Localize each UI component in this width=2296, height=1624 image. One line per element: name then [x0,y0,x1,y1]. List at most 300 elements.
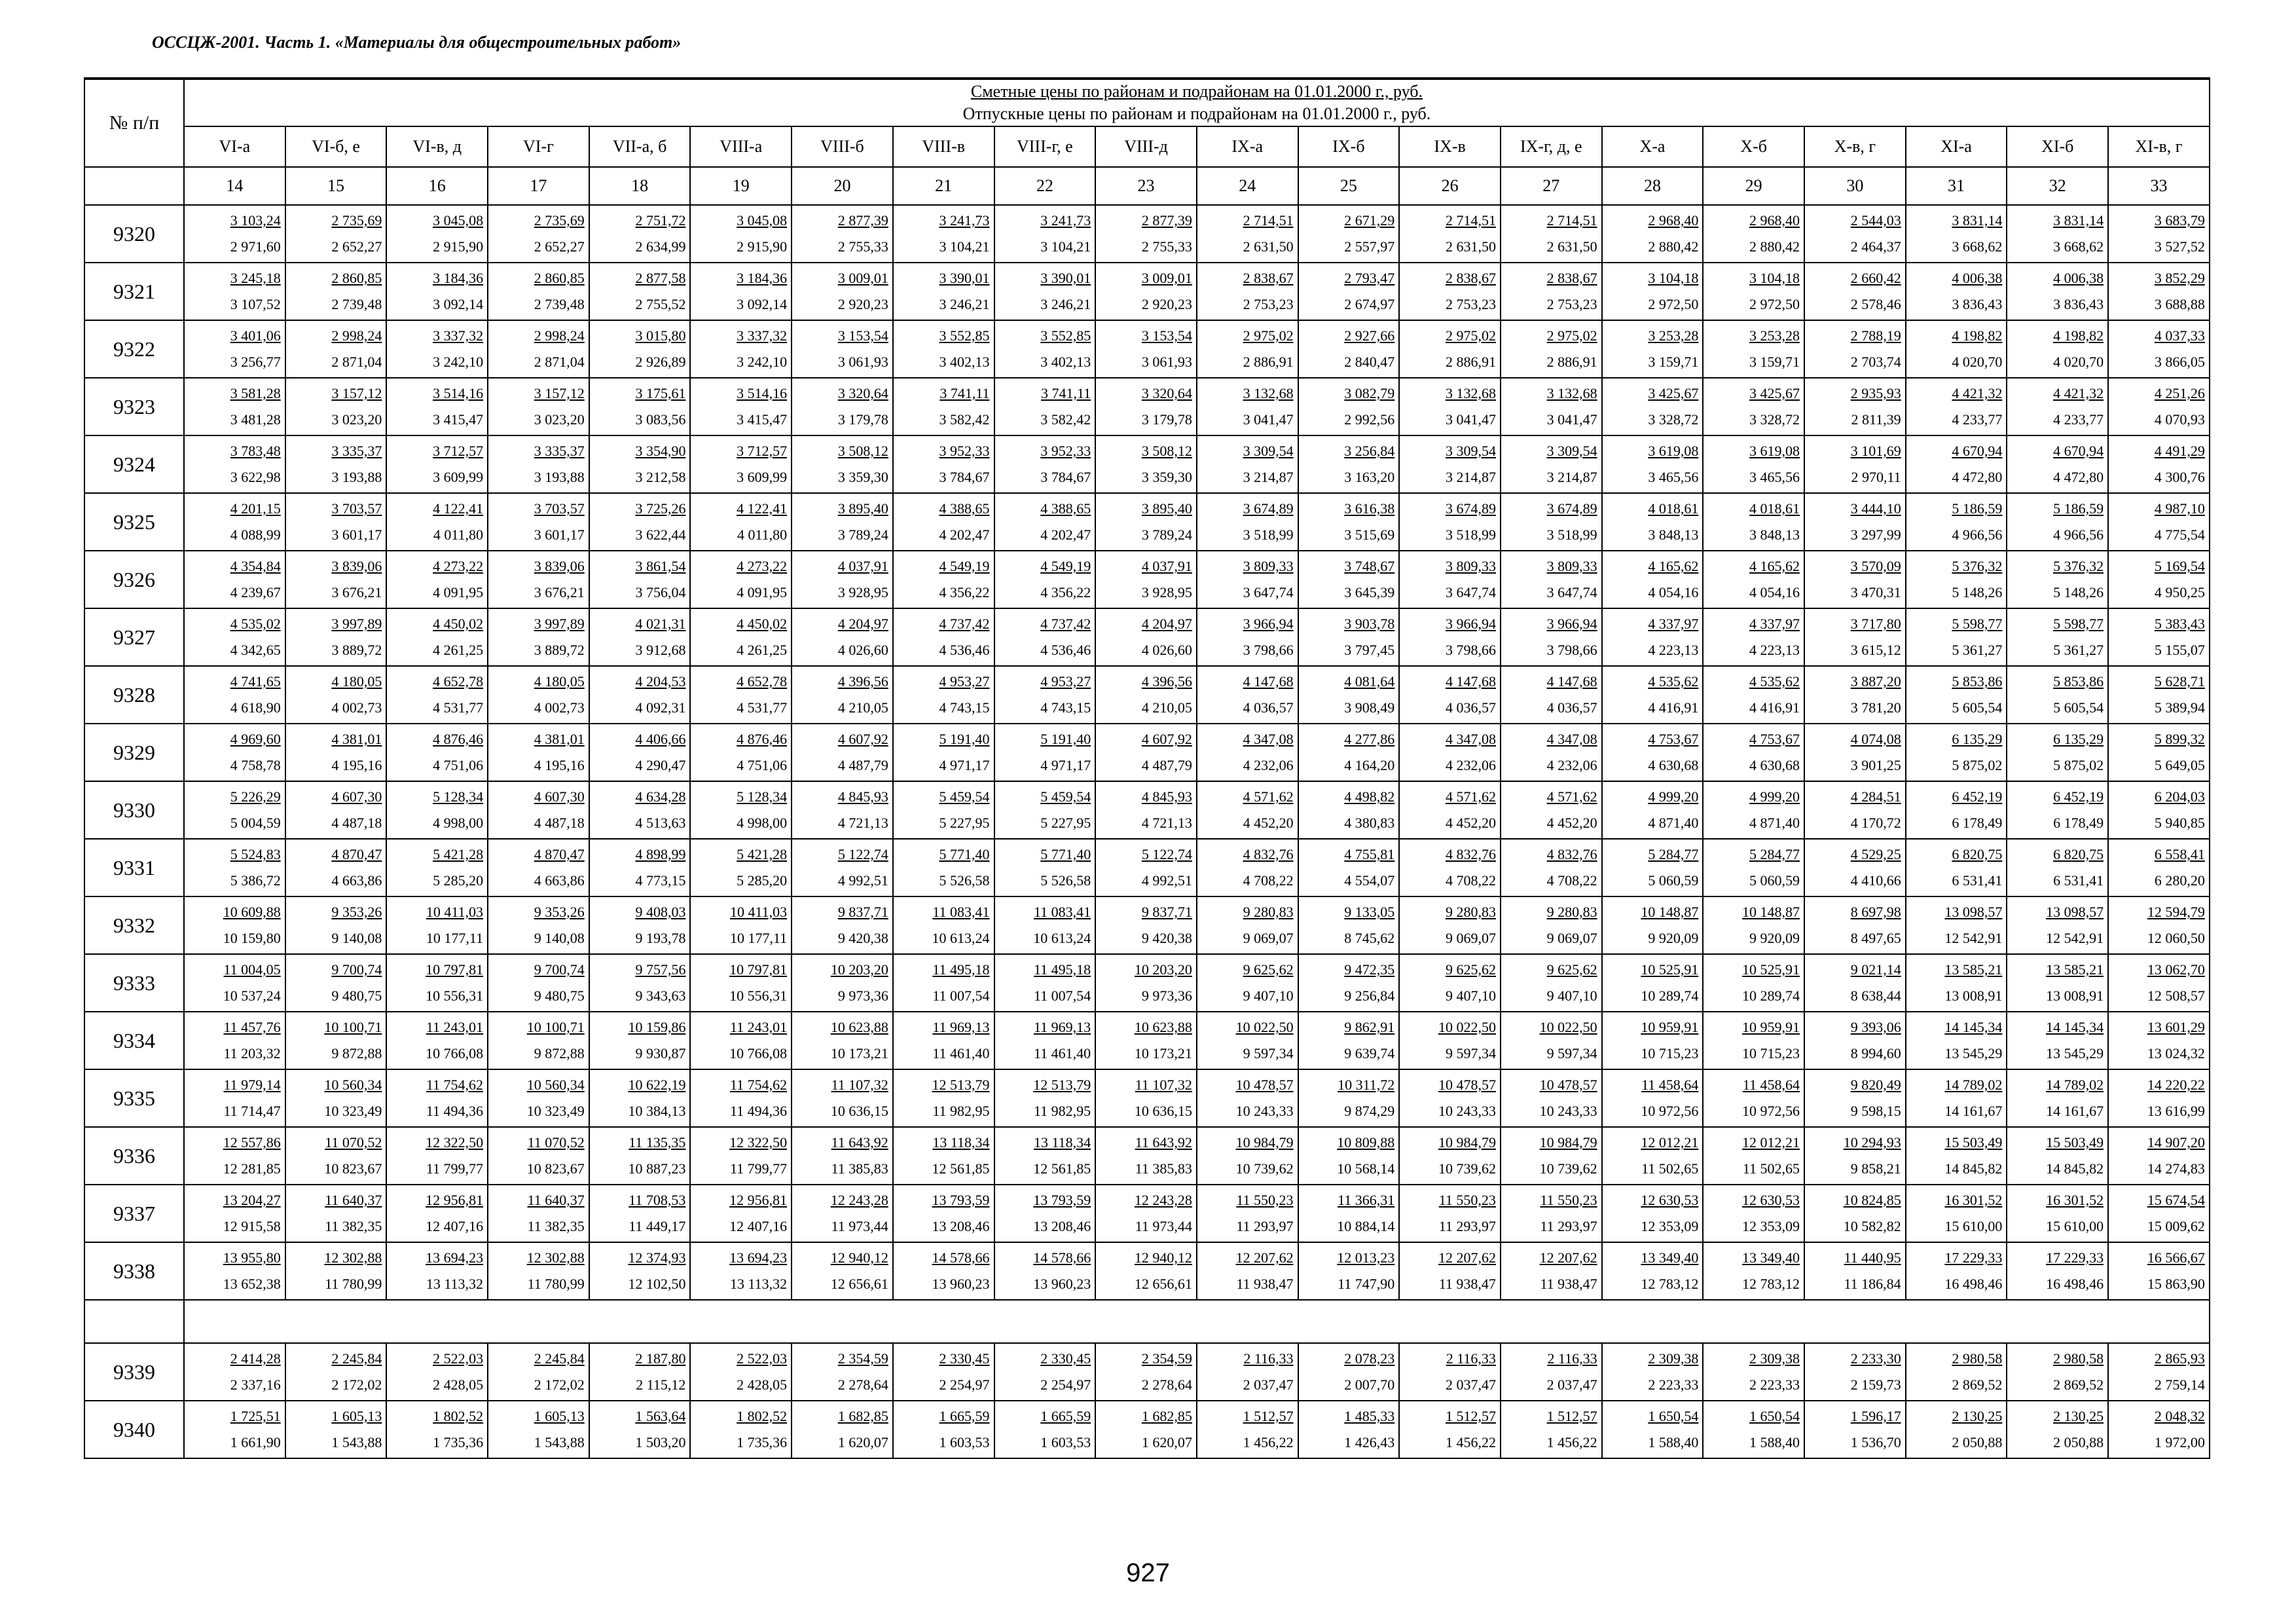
item-number: 9335 [84,1069,184,1127]
release-price: 5 060,59 [1749,872,1800,889]
release-price: 1 972,00 [2154,1434,2205,1450]
price-cell [1703,1127,1804,1185]
estimated-price: 3 104,18 [1648,270,1699,286]
price-cell [994,608,1096,666]
price-cell [488,378,589,435]
price-cell [589,378,691,435]
price-cell [1906,1242,2007,1300]
estimated-price: 3 839,06 [534,558,585,574]
release-price: 9 930,87 [635,1045,686,1061]
price-cell [893,205,994,263]
price-cell [1095,1127,1197,1185]
release-price: 3 212,58 [635,469,686,485]
release-price: 11 203,32 [223,1045,281,1061]
release-price: 4 416,91 [1648,699,1699,716]
price-cell [1298,1242,1400,1300]
release-price: 4 487,79 [1141,757,1192,773]
price-cell [589,1343,691,1401]
release-price: 3 901,25 [1850,757,1901,773]
release-price: 4 758,78 [230,757,281,773]
estimated-price: 11 440,95 [1844,1249,1901,1266]
price-cell [285,1242,387,1300]
release-price: 14 274,83 [2147,1160,2205,1177]
item-number: 9320 [84,205,184,263]
price-cell [184,781,285,839]
estimated-price: 4 607,92 [1141,731,1192,747]
item-number: 9337 [84,1185,184,1242]
price-cell [488,1401,589,1458]
release-price: 1 456,22 [1546,1434,1597,1450]
estimated-price: 4 074,08 [1850,731,1901,747]
release-price: 12 656,61 [830,1276,888,1292]
price-cell [994,839,1096,896]
price-cell [1804,608,1906,666]
estimated-price: 2 714,51 [1243,212,1294,229]
estimated-price: 1 802,52 [433,1408,484,1424]
release-price: 10 537,24 [223,987,281,1004]
price-cell [589,608,691,666]
release-price: 3 359,30 [837,469,888,485]
price-cell [690,1069,792,1127]
estimated-price: 17 229,33 [1944,1249,2003,1266]
table-row [84,493,2210,551]
estimated-price: 3 157,12 [534,385,585,401]
release-price: 4 164,20 [1344,757,1395,773]
estimated-price: 10 623,88 [830,1019,888,1035]
estimated-price: 4 737,42 [939,616,990,632]
estimated-price: 5 122,74 [837,846,888,862]
estimated-price: 2 975,02 [1445,327,1496,344]
estimated-price: 12 513,79 [932,1077,990,1093]
price-cell [1602,263,1704,320]
release-price: 2 926,89 [635,354,686,370]
release-price: 10 177,11 [426,930,484,946]
price-cell [2108,435,2210,493]
price-cell [1197,666,1298,724]
release-price: 2 920,23 [837,296,888,312]
estimated-price: 11 107,32 [1135,1077,1192,1093]
estimated-price: 13 585,21 [1944,961,2003,978]
release-price: 5 004,59 [230,815,281,831]
estimated-price: 1 665,59 [939,1408,990,1424]
release-price: 11 938,47 [1236,1276,1294,1292]
release-price: 4 091,95 [737,584,788,600]
estimated-price: 4 741,65 [230,673,281,690]
release-price: 3 518,99 [1445,526,1496,543]
release-price: 3 527,52 [2154,238,2205,255]
price-cell [1804,493,1906,551]
release-price: 11 461,40 [1034,1045,1091,1061]
release-price: 3 104,21 [939,238,990,255]
release-price: 3 848,13 [1749,526,1800,543]
price-cell [1399,1343,1501,1401]
price-cell [184,1012,285,1069]
price-cell [1095,205,1197,263]
price-cell [792,839,893,896]
price-cell [488,781,589,839]
price-cell [285,666,387,724]
price-cell [792,435,893,493]
release-price: 9 920,09 [1749,930,1800,946]
estimated-price: 10 411,03 [426,904,484,920]
table-row [84,1127,2210,1185]
column-number: 16 [386,167,488,205]
release-price: 3 415,47 [737,411,788,428]
estimated-price: 13 118,34 [932,1134,990,1151]
price-cell [589,1185,691,1242]
estimated-price: 3 153,54 [837,327,888,344]
item-number: 9324 [84,435,184,493]
estimated-price: 2 309,38 [1749,1350,1800,1367]
price-cell [792,493,893,551]
estimated-price: 2 233,30 [1850,1350,1901,1367]
estimated-price: 10 203,20 [830,961,888,978]
estimated-price: 10 984,79 [1438,1134,1496,1151]
price-cell [589,320,691,378]
price-cell [1399,1127,1501,1185]
column-number: 21 [893,167,994,205]
price-cell [1703,1242,1804,1300]
estimated-price: 12 322,50 [729,1134,788,1151]
release-price: 3 784,67 [1040,469,1091,485]
release-price: 3 781,20 [1850,699,1901,716]
item-number: 9331 [84,839,184,896]
estimated-price: 4 037,91 [837,558,888,574]
release-price: 9 256,84 [1344,987,1395,1004]
estimated-price: 3 809,33 [1546,558,1597,574]
price-cell [1399,320,1501,378]
price-cell [1298,1127,1400,1185]
release-price: 3 023,20 [534,411,585,428]
estimated-price: 12 557,86 [223,1134,281,1151]
price-cell [2007,1012,2108,1069]
estimated-price: 10 411,03 [729,904,788,920]
release-price: 2 631,50 [1546,238,1597,255]
estimated-price: 11 708,53 [629,1192,686,1208]
price-cell [1804,320,1906,378]
price-cell [690,666,792,724]
release-price: 3 402,13 [1040,354,1091,370]
estimated-price: 10 148,87 [1641,904,1699,920]
release-price: 12 915,58 [223,1218,281,1234]
price-cell [1501,1343,1602,1401]
estimated-price: 4 571,62 [1243,788,1294,805]
estimated-price: 10 022,50 [1539,1019,1597,1035]
release-price: 9 639,74 [1344,1045,1395,1061]
estimated-price: 3 015,80 [635,327,686,344]
release-price: 5 389,94 [2154,699,2205,716]
release-price: 3 083,56 [635,411,686,428]
release-price: 4 751,06 [737,757,788,773]
price-cell [994,1069,1096,1127]
estimated-price: 1 682,85 [837,1408,888,1424]
price-cell [2108,1401,2210,1458]
estimated-price: 3 619,08 [1749,443,1800,459]
column-number: 32 [2007,167,2108,205]
price-cell [893,1343,994,1401]
estimated-price: 12 630,53 [1742,1192,1800,1208]
estimated-price: 3 674,89 [1243,500,1294,517]
price-cell [2007,435,2108,493]
price-cell [1602,1069,1704,1127]
price-cell [589,1069,691,1127]
estimated-price: 3 861,54 [635,558,686,574]
price-cell [2108,1242,2210,1300]
release-price: 6 531,41 [2053,872,2104,889]
price-cell [1501,378,1602,435]
price-cell [1298,781,1400,839]
release-price: 9 874,29 [1344,1103,1395,1119]
estimated-price: 5 598,77 [2053,616,2104,632]
estimated-price: 4 953,27 [1040,673,1091,690]
price-cell [2108,896,2210,954]
estimated-price: 3 552,85 [1040,327,1091,344]
estimated-price: 12 243,28 [1134,1192,1192,1208]
item-number: 9330 [84,781,184,839]
release-price: 3 163,20 [1344,469,1395,485]
price-cell [2108,839,2210,896]
column-number: 20 [792,167,893,205]
estimated-price: 10 560,34 [324,1077,382,1093]
price-cell [2108,320,2210,378]
estimated-price: 1 650,54 [1648,1408,1699,1424]
price-cell [386,1069,488,1127]
price-cell [792,1185,893,1242]
release-price: 2 115,12 [636,1376,686,1393]
release-price: 3 246,21 [939,296,990,312]
estimated-price: 13 601,29 [2147,1019,2205,1035]
column-number: 30 [1804,167,1906,205]
release-price: 2 840,47 [1344,354,1395,370]
release-price: 11 494,36 [729,1103,788,1119]
price-cell [1602,378,1704,435]
price-cell [488,666,589,724]
price-cell [994,378,1096,435]
price-cell [1501,320,1602,378]
table-row [84,435,2210,493]
release-price: 4 536,46 [939,642,990,658]
price-cell [792,1242,893,1300]
estimated-price: 4 571,62 [1546,788,1597,805]
price-cell [1399,1401,1501,1458]
release-price: 11 385,83 [831,1160,888,1177]
region-header: XI-б [2007,126,2108,167]
release-price: 4 202,47 [939,526,990,543]
release-price: 8 994,60 [1850,1045,1901,1061]
price-cell [1804,896,1906,954]
region-header: IX-а [1197,126,1298,167]
price-cell [1399,896,1501,954]
release-price: 3 848,13 [1648,526,1699,543]
price-cell [1095,320,1197,378]
release-price: 2 172,02 [331,1376,382,1393]
estimated-price: 2 130,25 [2053,1408,2104,1424]
estimated-price: 10 560,34 [526,1077,585,1093]
price-cell [1501,1242,1602,1300]
estimated-price: 11 643,92 [1135,1134,1192,1151]
price-cell [1399,608,1501,666]
item-number: 9327 [84,608,184,666]
estimated-price: 12 322,50 [426,1134,484,1151]
price-cell [1804,1343,1906,1401]
page-number: 927 [1126,1559,1170,1587]
price-cell [1501,263,1602,320]
price-cell [893,1012,994,1069]
item-number: 9336 [84,1127,184,1185]
estimated-price: 5 128,34 [737,788,788,805]
estimated-price: 2 116,33 [1446,1350,1496,1367]
estimated-price: 4 535,62 [1749,673,1800,690]
estimated-price: 13 694,23 [729,1249,788,1266]
estimated-price: 3 320,64 [837,385,888,401]
release-price: 3 889,72 [534,642,585,658]
estimated-price: 1 596,17 [1850,1408,1901,1424]
estimated-price: 12 956,81 [729,1192,788,1208]
release-price: 13 960,23 [932,1276,990,1292]
price-cell [285,493,387,551]
release-price: 1 456,22 [1243,1434,1294,1450]
release-price: 9 858,21 [1850,1160,1901,1177]
price-cell [690,435,792,493]
estimated-price: 4 165,62 [1749,558,1800,574]
price-cell [2108,493,2210,551]
item-number: 9323 [84,378,184,435]
price-cell [589,781,691,839]
release-price: 10 766,08 [729,1045,788,1061]
price-cell [994,320,1096,378]
release-price: 3 041,47 [1546,411,1597,428]
release-price: 4 202,47 [1040,526,1091,543]
release-price: 2 254,97 [939,1376,990,1393]
estimated-price: 9 700,74 [534,961,585,978]
estimated-price: 9 408,03 [635,904,686,920]
item-number: 9334 [84,1012,184,1069]
release-price: 3 582,42 [1040,411,1091,428]
estimated-price: 2 838,67 [1445,270,1496,286]
estimated-price: 2 414,28 [230,1350,281,1367]
release-price: 11 007,54 [1034,987,1091,1004]
number-column-blank [84,167,184,205]
release-price: 5 605,54 [1952,699,2003,716]
release-price: 13 113,32 [426,1276,484,1292]
price-cell [1399,1242,1501,1300]
estimated-price: 4 987,10 [2154,500,2205,517]
release-price: 4 871,40 [1648,815,1699,831]
release-price: 3 601,17 [534,526,585,543]
estimated-price: 9 625,62 [1445,961,1496,978]
release-price: 3 798,66 [1445,642,1496,658]
estimated-price: 4 755,81 [1344,846,1395,862]
release-price: 1 620,07 [1141,1434,1192,1450]
release-price: 4 020,70 [1952,354,2003,370]
column-number: 17 [488,167,589,205]
price-cell [2108,1127,2210,1185]
release-price: 4 210,05 [837,699,888,716]
estimated-price: 4 273,22 [433,558,484,574]
estimated-price: 3 241,73 [1040,212,1091,229]
release-price: 13 008,91 [2046,987,2104,1004]
estimated-price: 9 820,49 [1850,1077,1901,1093]
release-price: 3 647,74 [1243,584,1294,600]
price-cell [1399,1185,1501,1242]
price-cell [1804,435,1906,493]
price-cell [589,1401,691,1458]
release-price: 11 186,84 [1844,1276,1901,1292]
estimated-price: 2 735,69 [331,212,382,229]
release-price: 13 208,46 [932,1218,990,1234]
price-cell [1501,666,1602,724]
release-price: 4 721,13 [837,815,888,831]
estimated-price: 4 607,30 [331,788,382,805]
price-cell [1095,608,1197,666]
item-number: 9338 [84,1242,184,1300]
estimated-price: 4 180,05 [331,673,382,690]
price-cell [1501,954,1602,1012]
estimated-price: 15 503,49 [2046,1134,2104,1151]
price-cell [386,839,488,896]
estimated-price: 1 605,13 [534,1408,585,1424]
price-cell [285,1185,387,1242]
estimated-price: 2 078,23 [1344,1350,1395,1367]
price-cell [690,1401,792,1458]
estimated-price: 10 959,91 [1641,1019,1699,1035]
price-cell [1703,896,1804,954]
release-price: 4 743,15 [1040,699,1091,716]
estimated-price: 3 153,54 [1141,327,1192,344]
column-number: 28 [1602,167,1704,205]
column-number: 29 [1703,167,1804,205]
estimated-price: 1 605,13 [331,1408,382,1424]
price-cell [386,205,488,263]
estimated-price: 1 665,59 [1040,1408,1091,1424]
release-price: 5 060,59 [1648,872,1699,889]
release-price: 4 630,68 [1648,757,1699,773]
estimated-price: 2 187,80 [635,1350,686,1367]
release-price: 3 798,66 [1546,642,1597,658]
table-row [84,1401,2210,1458]
release-price: 3 518,99 [1546,526,1597,543]
release-price: 2 753,23 [1546,296,1597,312]
estimated-price: 9 625,62 [1546,961,1597,978]
release-price: 4 487,18 [331,815,382,831]
estimated-price: 2 354,59 [837,1350,888,1367]
release-price: 4 092,31 [635,699,686,716]
estimated-price: 14 789,02 [2046,1077,2104,1093]
price-cell [1298,1401,1400,1458]
estimated-price: 3 831,14 [2053,212,2104,229]
estimated-price: 11 004,05 [223,961,281,978]
release-price: 12 783,12 [1641,1276,1699,1292]
estimated-price: 10 478,57 [1235,1077,1294,1093]
price-cell [1298,608,1400,666]
release-price: 3 668,62 [1952,238,2003,255]
release-price: 5 285,20 [737,872,788,889]
release-price: 9 480,75 [331,987,382,1004]
estimated-price: 10 148,87 [1742,904,1800,920]
estimated-price: 2 968,40 [1648,212,1699,229]
release-price: 3 688,88 [2154,296,2205,312]
price-cell [2108,1012,2210,1069]
price-cell [1501,781,1602,839]
estimated-price: 5 376,32 [2053,558,2104,574]
estimated-price: 4 876,46 [737,731,788,747]
release-price: 4 663,86 [534,872,585,889]
price-cell [1602,1242,1704,1300]
estimated-price: 4 198,82 [2053,327,2104,344]
estimated-price: 16 301,52 [2046,1192,2104,1208]
table-row [84,896,2210,954]
price-cell [1703,1401,1804,1458]
